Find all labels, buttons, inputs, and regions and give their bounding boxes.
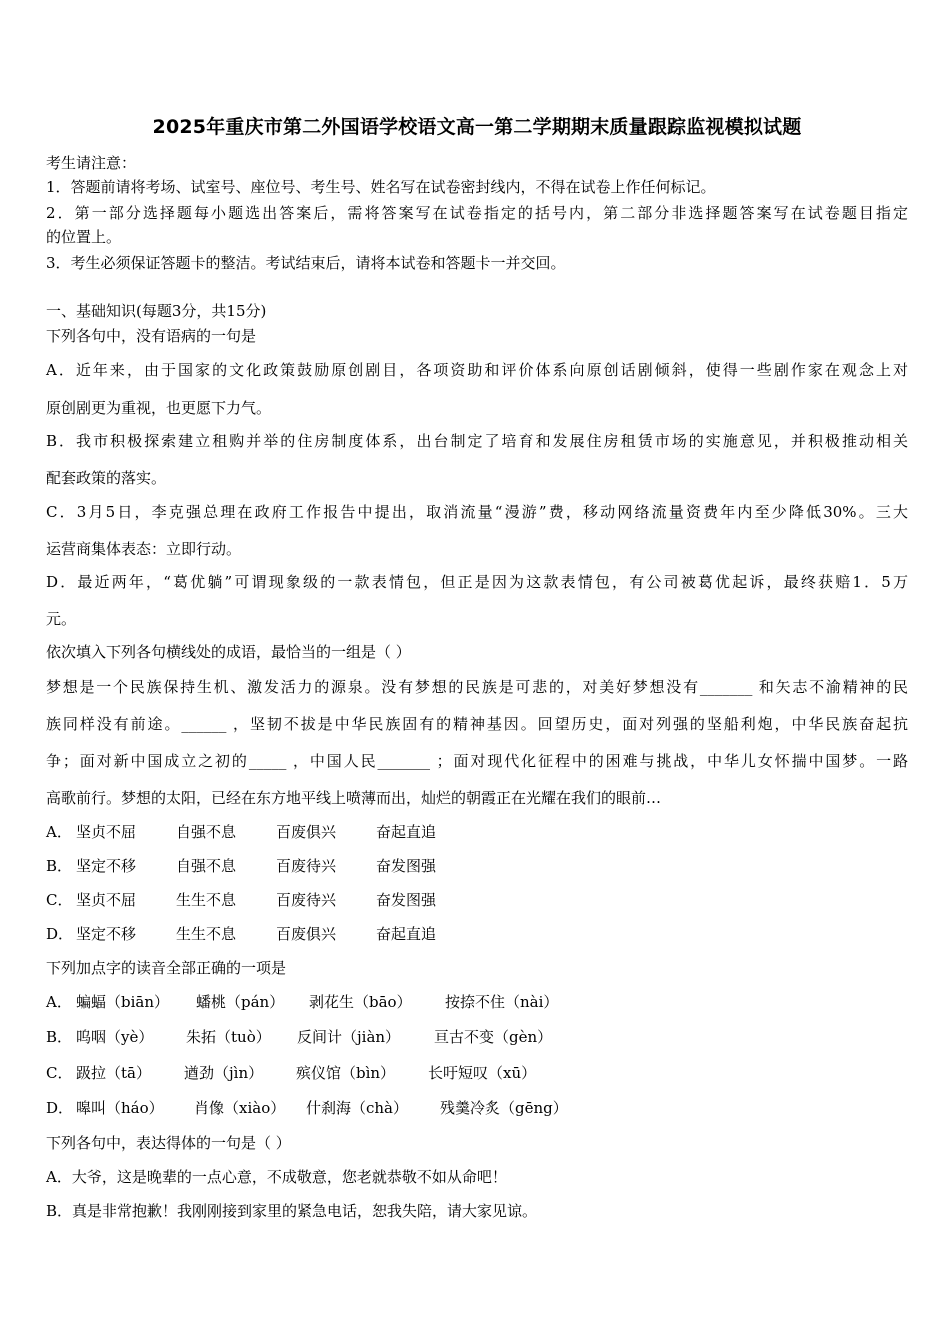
passage-line: 争；面对新中国成立之初的_____ ，中国人民_______ ；面对现代化征程中的困难与挑战，中华儿女怀揣中国梦。一路 bbox=[46, 752, 908, 770]
passage-line: 族同样没有前途。______ ，坚韧不拔是中华民族固有的精神基因。回望历史，面对列强的坚船利炮，中华民族奋起抗 bbox=[46, 715, 908, 733]
option-word: 长吁短叹（xū） bbox=[428, 1064, 537, 1082]
notice-heading: 考生请注意： bbox=[46, 154, 137, 172]
option-word: 呜咽（yè） bbox=[76, 1028, 154, 1046]
option-word: 坚定不移 bbox=[76, 857, 137, 875]
option-word: 生生不息 bbox=[176, 891, 237, 909]
option-label: D． bbox=[46, 925, 74, 943]
option-label: C． bbox=[46, 891, 73, 909]
option-row bbox=[46, 1063, 908, 1083]
option-line: 原创剧更为重视，也更愿下力气。 bbox=[46, 399, 272, 417]
option-line: D．最近两年，“葛优躺”可谓现象级的一款表情包，但正是因为这款表情包，有公司被葛优起诉，最终获赔1．5万 bbox=[46, 573, 908, 591]
page-title: 2025年重庆市第二外国语学校语文高一第二学期期末质量跟踪监视模拟试题 bbox=[152, 116, 802, 138]
option-row bbox=[46, 1027, 908, 1047]
option-line: 运营商集体表态：立即行动。 bbox=[46, 540, 242, 558]
option-label: D． bbox=[46, 1099, 74, 1117]
notice-item: 2．第一部分选择题每小题选出答案后，需将答案写在试卷指定的括号内，第二部分非选择题答案写在试卷题目指定 bbox=[46, 204, 908, 222]
question-stem: 下列各句中，没有语病的一句是 bbox=[46, 327, 257, 345]
option-word: 剥花生（bāo） bbox=[309, 993, 412, 1011]
option-word: 奋起直追 bbox=[376, 925, 437, 943]
notice-item: 的位置上。 bbox=[46, 228, 122, 246]
option-line: B．真是非常抱歉！我刚刚接到家里的紧急电话，恕我失陪，请大家见谅。 bbox=[46, 1202, 538, 1220]
option-word: 反间计（jiàn） bbox=[297, 1028, 401, 1046]
option-word: 殡仪馆（bìn） bbox=[296, 1064, 396, 1082]
option-row bbox=[46, 924, 908, 944]
option-row bbox=[46, 1098, 908, 1118]
section-heading: 一、基础知识(每题3分，共15分) bbox=[46, 302, 267, 320]
option-line: 配套政策的落实。 bbox=[46, 469, 167, 487]
option-line: C．3月5日，李克强总理在政府工作报告中提出，取消流量“漫游”费，移动网络流量资费年内至少降低30%。三大 bbox=[46, 503, 908, 521]
option-word: 自强不息 bbox=[176, 823, 237, 841]
option-word: 百废俱兴 bbox=[276, 925, 337, 943]
question-stem: 依次填入下列各句横线处的成语，最恰当的一组是（ ） bbox=[46, 643, 411, 661]
option-label: A． bbox=[46, 993, 72, 1011]
option-word: 坚贞不屈 bbox=[76, 823, 137, 841]
option-row bbox=[46, 822, 908, 842]
option-word: 朱拓（tuò） bbox=[186, 1028, 271, 1046]
option-line: 元。 bbox=[46, 610, 77, 628]
option-word: 趿拉（tā） bbox=[76, 1064, 151, 1082]
option-word: 奋起直追 bbox=[376, 823, 437, 841]
option-line: A．大爷，这是晚辈的一点心意，不成敬意，您老就恭敬不如从命吧！ bbox=[46, 1168, 507, 1186]
option-line: A．近年来，由于国家的文化政策鼓励原创剧目，各项资助和评价体系向原创话剧倾斜，使得一些剧作家在观念上对 bbox=[46, 361, 908, 379]
option-word: 亘古不变（gèn） bbox=[434, 1028, 553, 1046]
option-word: 坚定不移 bbox=[76, 925, 137, 943]
option-word: 奋发图强 bbox=[376, 891, 437, 909]
option-line: B．我市积极探索建立租购并举的住房制度体系，出台制定了培育和发展住房租赁市场的实施意见，并积极推动相关 bbox=[46, 432, 908, 450]
question-stem: 下列各句中，表达得体的一句是（ ） bbox=[46, 1134, 291, 1152]
passage-line: 高歌前行。梦想的太阳，已经在东方地平线上喷薄而出，灿烂的朝霞正在光耀在我们的眼前… bbox=[46, 789, 662, 807]
option-word: 残羹冷炙（gēng） bbox=[440, 1099, 568, 1117]
passage-line: 梦想是一个民族保持生机、激发活力的源泉。没有梦想的民族是可悲的，对美好梦想没有_______ 和矢志不渝精神的民 bbox=[46, 678, 908, 696]
option-word: 百废待兴 bbox=[276, 857, 337, 875]
option-row bbox=[46, 992, 908, 1012]
option-word: 百废待兴 bbox=[276, 891, 337, 909]
notice-item: 1．答题前请将考场、试室号、座位号、考生号、姓名写在试卷密封线内，不得在试卷上作任何标记。 bbox=[46, 178, 716, 196]
option-word: 蝙蝠（biān） bbox=[76, 993, 170, 1011]
option-word: 生生不息 bbox=[176, 925, 237, 943]
option-word: 奋发图强 bbox=[376, 857, 437, 875]
option-row bbox=[46, 856, 908, 876]
option-word: 坚贞不屈 bbox=[76, 891, 137, 909]
option-word: 什刹海（chà） bbox=[306, 1099, 409, 1117]
option-label: B． bbox=[46, 1028, 73, 1046]
option-word: 自强不息 bbox=[176, 857, 237, 875]
option-word: 遒劲（jìn） bbox=[184, 1064, 264, 1082]
option-label: B． bbox=[46, 857, 73, 875]
option-word: 按捺不住（nài） bbox=[445, 993, 559, 1011]
question-stem: 下列加点字的读音全部正确的一项是 bbox=[46, 959, 287, 977]
option-word: 肖像（xiào） bbox=[194, 1099, 286, 1117]
option-word: 蟠桃（pán） bbox=[196, 993, 285, 1011]
option-word: 百废俱兴 bbox=[276, 823, 337, 841]
option-row bbox=[46, 890, 908, 910]
option-label: A． bbox=[46, 823, 72, 841]
option-word: 嗥叫（háo） bbox=[76, 1099, 164, 1117]
option-label: C． bbox=[46, 1064, 73, 1082]
notice-item: 3．考生必须保证答题卡的整洁。考试结束后，请将本试卷和答题卡一并交回。 bbox=[46, 254, 566, 272]
